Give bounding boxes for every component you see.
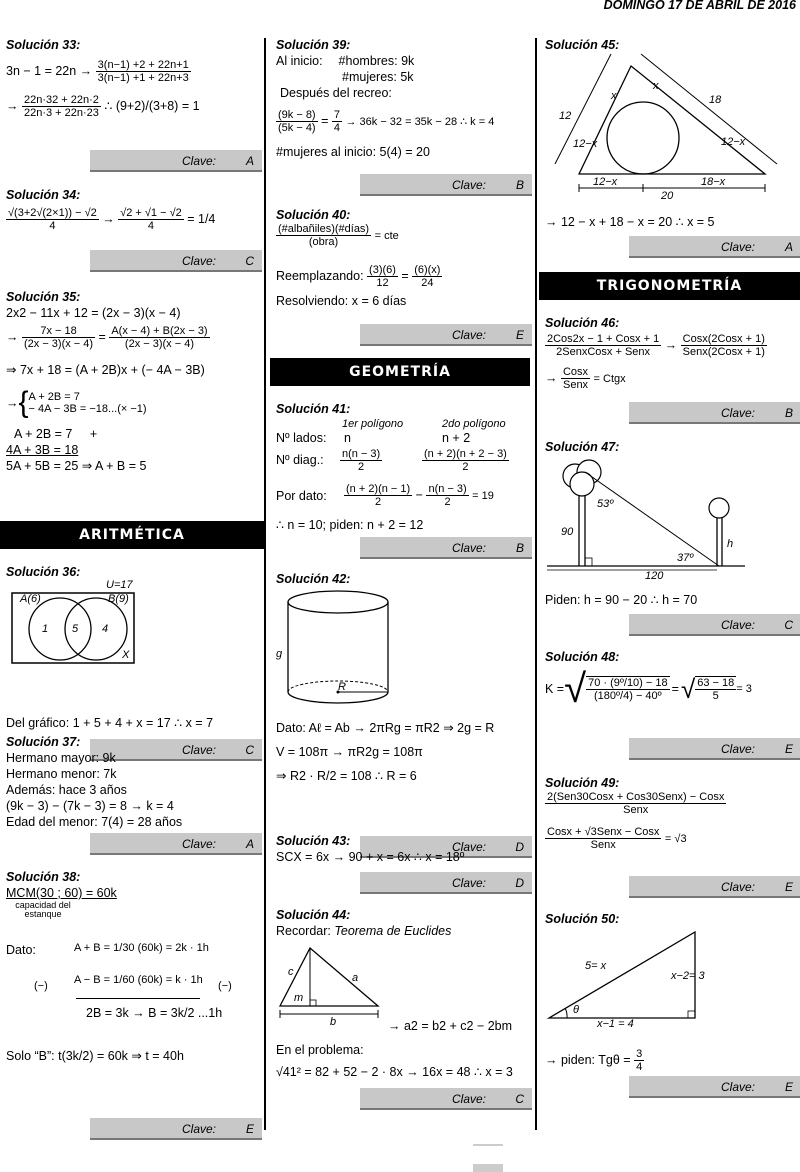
- solution-title: Solución 37:: [6, 735, 81, 749]
- venn-diagram: U=17 A(6) B(9) 1 5 4 X: [10, 581, 140, 666]
- solution-title: Solución 50:: [545, 912, 620, 926]
- column-divider-2: [535, 38, 537, 1130]
- solution-title: Solución 48:: [545, 650, 620, 664]
- answer-key: Clave: E: [629, 1076, 800, 1098]
- solution-34: [6, 188, 262, 268]
- equation-line: A − B = 1/60 (60k) = k · 1h: [74, 974, 203, 986]
- equation-line: 5A + 5B = 25 ⇒ A + B = 5: [6, 459, 147, 473]
- incircle-triangle-figure: [551, 52, 781, 202]
- equation-line: MCM(30 ; 60) = 60k: [6, 886, 117, 900]
- solution-title: Solución 35:: [6, 290, 81, 304]
- cylinder-figure: [282, 588, 392, 708]
- solution-title: Solución 41:: [276, 402, 351, 416]
- answer-key: Clave: C: [90, 250, 262, 272]
- set-a-circle: [29, 598, 91, 660]
- equation-line: Resolviendo: x = 6 días: [276, 294, 407, 308]
- equation-line: #mujeres al inicio: 5(4) = 20: [276, 145, 430, 159]
- solution-39: Solución 39: Al inicio: #hombres: 9k #mujeres: 5k Después del recreo: $\frac{(9k - 8)}{(5k - 4)}$ = $\frac{7}{4}$ → 36k − 32 = 35k − 28 ∴ k = 4 #mujeres al inicio: 5(4) = 20 Clave: B: [276, 38, 532, 160]
- solution-title: Solución 49:: [545, 776, 620, 790]
- equation-line: 4A + 3B = 18: [6, 443, 79, 457]
- equation-line: Solo “B”: t(3k/2) = 60k ⇒ t = 40h: [6, 1049, 184, 1063]
- equation-line: → a2 = b2 + c2 − 2bm: [388, 1019, 513, 1033]
- equation-line: $\frac{(9k - 8)}{(5k - 4)}$ = $\frac{7}{4}$ → 36k − 32 = 35k − 28 ∴ k = 4: [278, 109, 495, 134]
- answer-key: Clave: D: [360, 872, 532, 894]
- solution-44: Solución 44: Recordar: Teorema de Euclides c a m b → a2 = b2 + c2 − 2bm En el problema: √41² = 82 + 52 − 2 · 8x → 16x = 48 ∴ x = 3 Clave: C: [276, 908, 532, 939]
- solution-47: Solución 47: 53º 37º 90 h 120 Piden: h = 90 − 20 ∴ h = 70 Clave: C: [545, 440, 800, 455]
- equation-line: $\frac{\text{2(Sen30Cosx + Cos30Senx) − Cosx}}{\text{Senx}}$: [547, 791, 725, 816]
- solution-title: Solución 36:: [6, 565, 81, 579]
- equation-line: Piden: h = 90 − 20 ∴ h = 70: [545, 593, 698, 607]
- solution-46: [545, 316, 800, 420]
- equation-line: 2x2 − 11x + 12 = (2x − 3)(x − 4): [6, 306, 181, 320]
- equation-line: [6, 59, 262, 84]
- text-line: Edad del menor: 7(4) = 28 años: [6, 815, 183, 829]
- answer-key: Clave: E: [629, 876, 800, 898]
- answer-key: Clave: E: [629, 738, 800, 760]
- fraction: $\frac{3(n-1) +2 + 22n+1}{3(n-1) +1 + 22n+3}$: [97, 59, 189, 84]
- equation-line: → $\frac{\text{Cosx}}{\text{Senx}}$ = Ctgx: [545, 366, 626, 391]
- equation-line: ⇒ R2 · R/2 = 108 ∴ R = 6: [276, 769, 417, 783]
- solution-41: Solución 41: 1er polígono 2do polígono Nº lados: n n + 2 Nº diag.: $\frac{n(n - 3)}{2}$ $\frac{(n + 2)(n + 2 - 3)}{2}$ Por dato: $\frac{(n + 2)(n - 1)}{2}$ − $\frac{n(n - 3)}{2}$ = 19 ∴ n = 10; piden: n + 2 = 12 Clave: B: [276, 402, 532, 417]
- equation-line: $\frac{\text{Cosx + √3Senx − Cosx}}{\text{Senx}}$ = √3: [547, 826, 687, 851]
- page-date: DOMINGO 17 DE ABRIL DE 2016: [603, 0, 796, 12]
- answer-key: Clave: E: [360, 324, 532, 346]
- page-marker-bottom: [473, 1164, 503, 1172]
- equation-line: $\frac{√(3+2√(2\times 1)) - √2}{4}$ → $\frac{√2 + √1 - √2}{4}$ = 1/4: [8, 207, 216, 232]
- answer-key: Clave: C: [90, 739, 262, 761]
- equation-line: ∴ n = 10; piden: n + 2 = 12: [276, 518, 424, 532]
- solution-48: [545, 650, 800, 756]
- answer-key: Clave: B: [360, 537, 532, 559]
- section-header-aritmetica: ARITMÉTICA: [0, 521, 264, 549]
- solution-49: [545, 776, 800, 894]
- text-line: (9k − 3) − (7k − 3) = 8 → k = 4: [6, 799, 174, 813]
- equation-line: → piden: Tgθ = $\frac{3}{4}$: [545, 1048, 643, 1073]
- equation-text: 3n − 1 = 22n →: [6, 63, 93, 78]
- trees-angle-figure: [545, 454, 745, 574]
- section-header-geometria: GEOMETRÍA: [270, 358, 530, 386]
- equation-line: Reemplazando: $\frac{(3)(6)}{12}$ = $\frac{(6)(x)}{24}$: [276, 264, 441, 289]
- answer-key: Clave: A: [90, 833, 262, 855]
- solution-title: Solución 33:: [6, 38, 81, 52]
- answer-key: Clave: B: [360, 174, 532, 196]
- solution-title: Solución 46:: [545, 316, 620, 330]
- solution-50: Solución 50: 5= x x−2= 3 x−1 = 4 θ → piden: Tgθ = $\frac{3}{4}$ Clave: E: [545, 912, 800, 927]
- text-line: Además: hace 3 años: [6, 783, 127, 797]
- solution-37: [6, 735, 262, 851]
- solution-title: Solución 45:: [545, 38, 620, 52]
- solution-33: [6, 38, 262, 168]
- solution-title: Solución 40:: [276, 208, 351, 222]
- solution-42: Solución 42: g R Dato: Aℓ = Ab → 2πRg = πR2 ⇒ 2g = R V = 108π → πR2g = 108π ⇒ R2 · R/2 = 108 ∴ R = 6 Clave: D: [276, 572, 532, 587]
- equation-line: √41² = 82 + 52 − 2 · 8x → 16x = 48 ∴ x = 3: [276, 1065, 513, 1079]
- equation-line: → 12 − x + 18 − x = 20 ∴ x = 5: [545, 215, 715, 229]
- equation-line: 2B = 3k → B = 3k/2 ...1h: [86, 1006, 223, 1020]
- solution-title: Solución 39:: [276, 38, 351, 52]
- equation-line: V = 108π → πR2g = 108π: [276, 745, 423, 759]
- answer-key: Clave: E: [90, 1118, 262, 1140]
- equation-line: Dato: Aℓ = Ab → 2πRg = πR2 ⇒ 2g = R: [276, 721, 495, 735]
- solution-title: Solución 44:: [276, 908, 351, 922]
- solution-40: [276, 208, 532, 342]
- solution-43: [276, 834, 532, 890]
- solution-35: [6, 290, 262, 474]
- solution-38: Solución 38: MCM(30 ; 60) = 60k capacidad del estanque Dato: A + B = 1/30 (60k) = 2k · 1h A − B = 1/60 (60k) = k · 1h (−) (−) 2B = 3k → B = 3k/2 ...1h Solo “B”: t(3k/2) = 60k ⇒ t = 40h Clave: E: [6, 870, 262, 919]
- equation-text: ∴ (9+2)/(3+8) = 1: [104, 98, 200, 113]
- equation-line: $\frac{\text{2Cos2x − 1 + Cosx + 1}}{\text{2SenxCosx + Senx}}$ → $\frac{\text{Cosx(2Cosx + 1)}}{\text{Senx(2Cosx + 1)}}$: [547, 333, 765, 358]
- equation-line: Del gráfico: 1 + 5 + 4 + x = 17 ∴ x = 7: [6, 716, 214, 730]
- answer-key: Clave: A: [90, 150, 262, 172]
- solution-title: Solución 38:: [6, 870, 81, 884]
- answer-key: Clave: D: [360, 836, 532, 858]
- equation-line: A + B = 1/30 (60k) = 2k · 1h: [74, 942, 209, 954]
- solution-title: Solución 42:: [276, 572, 351, 586]
- solution-title: Solución 34:: [6, 188, 81, 202]
- equation-system: → { A + 2B = 7 − 4A − 3B = −18...(× −1): [6, 386, 147, 419]
- solution-title: Solución 47:: [545, 440, 620, 454]
- solution-45: Solución 45: x x 18 12 12−x 12−x 12−x 18−x 20 → 12 − x + 18 − x = 20 ∴ x = 5 Clave: A: [545, 38, 800, 53]
- equation-line: SCX = 6x → 90 + x = 6x ∴ x = 18º: [276, 850, 465, 864]
- column-divider-1: [264, 38, 266, 1130]
- page-marker-top: [473, 1144, 503, 1146]
- equation-line: A + 2B = 7 +: [14, 427, 98, 441]
- triangle-figure: [278, 944, 388, 1024]
- annotation: capacidad del estanque: [15, 900, 71, 919]
- solution-title: Solución 43:: [276, 834, 351, 848]
- equation-line: → $\frac{7x - 18}{(2x - 3)(x - 4)}$ = $\frac{A(x - 4) + B(2x - 3)}{(2x - 3)(x - 4)}$: [6, 325, 208, 350]
- text-line: Hermano menor: 7k: [6, 767, 117, 781]
- section-header-trigonometria: TRIGONOMETRÍA: [539, 272, 800, 300]
- equation-line: K = √ $\frac{\text{70 · (9º/10) − 18}}{\text{(180º/4) − 40º}}$ = √ $\frac{63 - 18}{5}$ = 3: [545, 667, 752, 711]
- equation-line: → $\frac{22n\cdot 32 + 22n\cdot 2}{22n\cdot 3 + 22n\cdot 23}$ ∴ (9+2)/(3+8) = 1: [6, 94, 200, 119]
- text-line: Hermano mayor: 9k: [6, 751, 116, 765]
- equation-line: ⇒ 7x + 18 = (A + 2B)x + (− 4A − 3B): [6, 363, 205, 377]
- answer-key: Clave: C: [360, 1088, 532, 1110]
- answer-key: Clave: A: [629, 236, 800, 258]
- fraction: $\frac{22n\cdot 32 + 22n\cdot 2}{22n\cdot 3 + 22n\cdot 23}$: [23, 94, 99, 119]
- answer-key: Clave: C: [629, 614, 800, 636]
- equation-line: $\frac{\text{(\#albañiles)(\#días)}}{\text{(obra)}}$ = cte: [278, 223, 399, 248]
- answer-key: Clave: B: [629, 402, 800, 424]
